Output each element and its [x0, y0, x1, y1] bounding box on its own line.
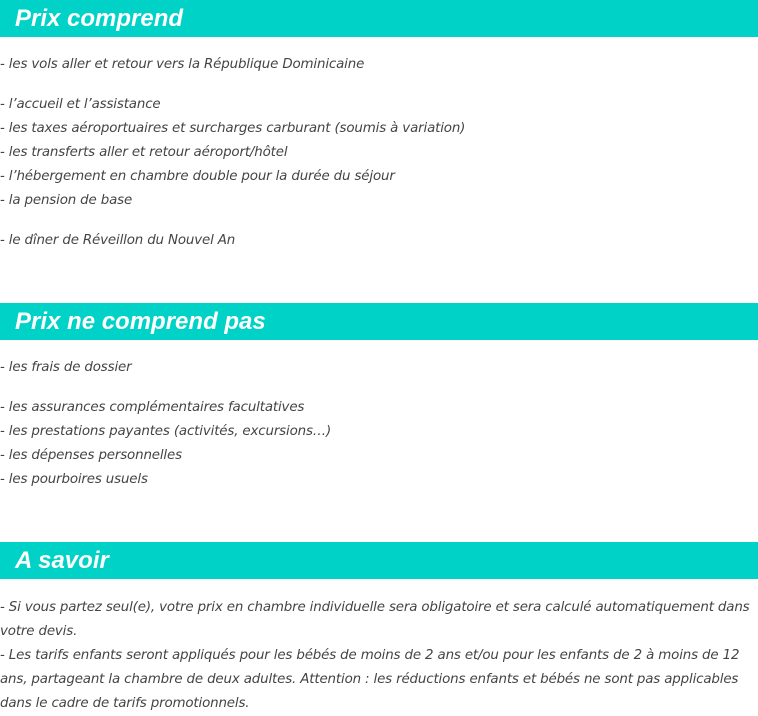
included-item: - le dîner de Réveillon du Nouvel An — [0, 233, 236, 248]
included-item: - les vols aller et retour vers la République Dominicaine — [0, 57, 365, 72]
section-header-a-savoir: A savoir — [0, 542, 758, 579]
excluded-item: - les prestations payantes (activités, excursions…) — [0, 424, 332, 439]
included-item: - les transferts aller et retour aéroport/hôtel — [0, 145, 288, 160]
info-paragraph: - Si vous partez seul(e), votre prix en chambre individuelle sera obligatoire et sera calculé automatiquement dans votre devis. — [0, 600, 750, 639]
excluded-item: - les dépenses personnelles — [0, 448, 182, 463]
section-header-prix-ne-comprend-pas: Prix ne comprend pas — [0, 303, 758, 340]
excluded-item: - les frais de dossier — [0, 360, 132, 375]
section-header-prix-comprend: Prix comprend — [0, 0, 758, 37]
included-item: - la pension de base — [0, 193, 133, 208]
included-item: - les taxes aéroportuaires et surcharges carburant (soumis à variation) — [0, 121, 466, 136]
info-paragraph: - Les tarifs enfants seront appliqués pour les bébés de moins de 2 ans et/ou pour les enfants de 2 à moins de 12 ans, partageant la chambre de deux adultes. Attention : les réductions enfants et bébés ne sont pas applicables dans le cadre de tarifs promotionnels. — [0, 648, 740, 711]
included-item: - l’accueil et l’assistance — [0, 97, 161, 112]
included-item: - l’hébergement en chambre double pour la durée du séjour — [0, 169, 395, 184]
excluded-item: - les pourboires usuels — [0, 472, 148, 487]
excluded-item: - les assurances complémentaires facultatives — [0, 400, 305, 415]
